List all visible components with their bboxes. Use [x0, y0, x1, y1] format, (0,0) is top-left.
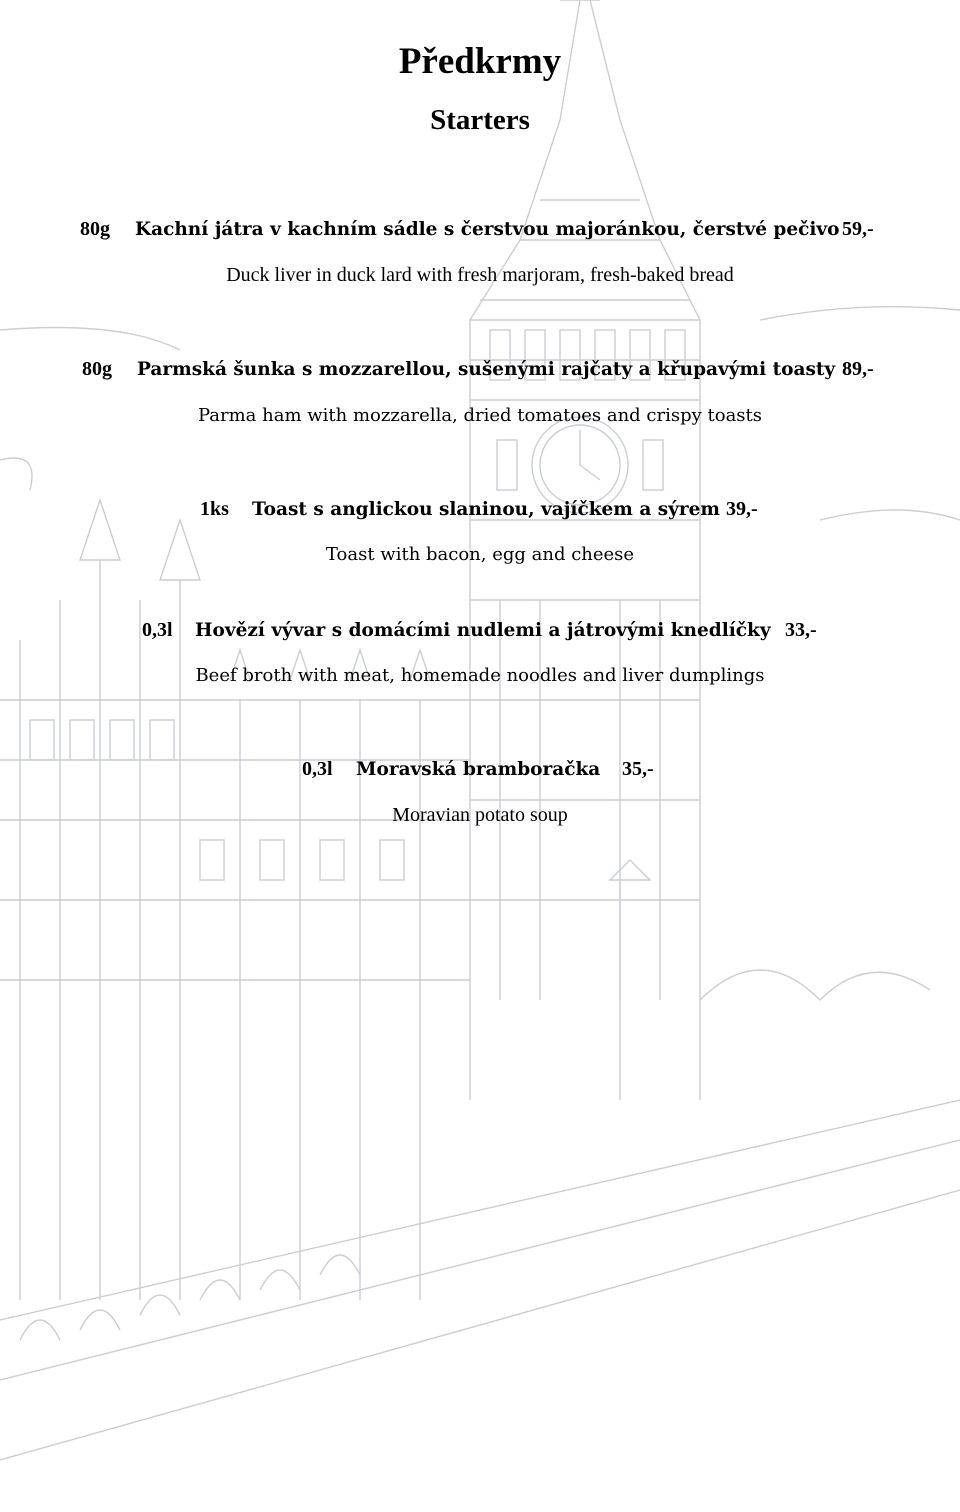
portion: 0,3l	[142, 619, 173, 641]
dish-name: Hovězí vývar s domácími nudlemi a játrovými knedlíčky	[195, 620, 771, 641]
dish-english: Parma ham with mozzarella, dried tomatoes and crispy toasts	[197, 405, 763, 426]
page-title: Předkrmy	[398, 41, 562, 82]
dish-english: Duck liver in duck lard with fresh marjoram, fresh-baked bread	[226, 264, 734, 286]
price: 33,-	[785, 619, 817, 641]
portion: 1ks	[200, 498, 229, 520]
dish-english: Moravian potato soup	[392, 804, 568, 826]
dish-name: Parmská šunka s mozzarellou, sušenými rajčaty a křupavými toasty	[137, 359, 836, 380]
price: 39,-	[726, 498, 758, 520]
portion: 80g	[80, 218, 110, 240]
portion: 80g	[82, 358, 112, 380]
page-subtitle: Starters	[430, 104, 530, 136]
dish-name: Kachní játra v kachním sádle s čerstvou majoránkou, čerstvé pečivo	[135, 219, 840, 240]
dish-english: Toast with bacon, egg and cheese	[325, 544, 635, 565]
dish-name: Toast s anglickou slaninou, vajíčkem a sýrem	[252, 499, 721, 520]
price: 59,-	[842, 218, 874, 240]
price: 35,-	[622, 758, 654, 780]
dish-english: Beef broth with meat, homemade noodles and liver dumplings	[195, 665, 765, 686]
portion: 0,3l	[302, 758, 333, 780]
price: 89,-	[842, 358, 874, 380]
dish-name: Moravská bramboračka	[356, 759, 601, 780]
